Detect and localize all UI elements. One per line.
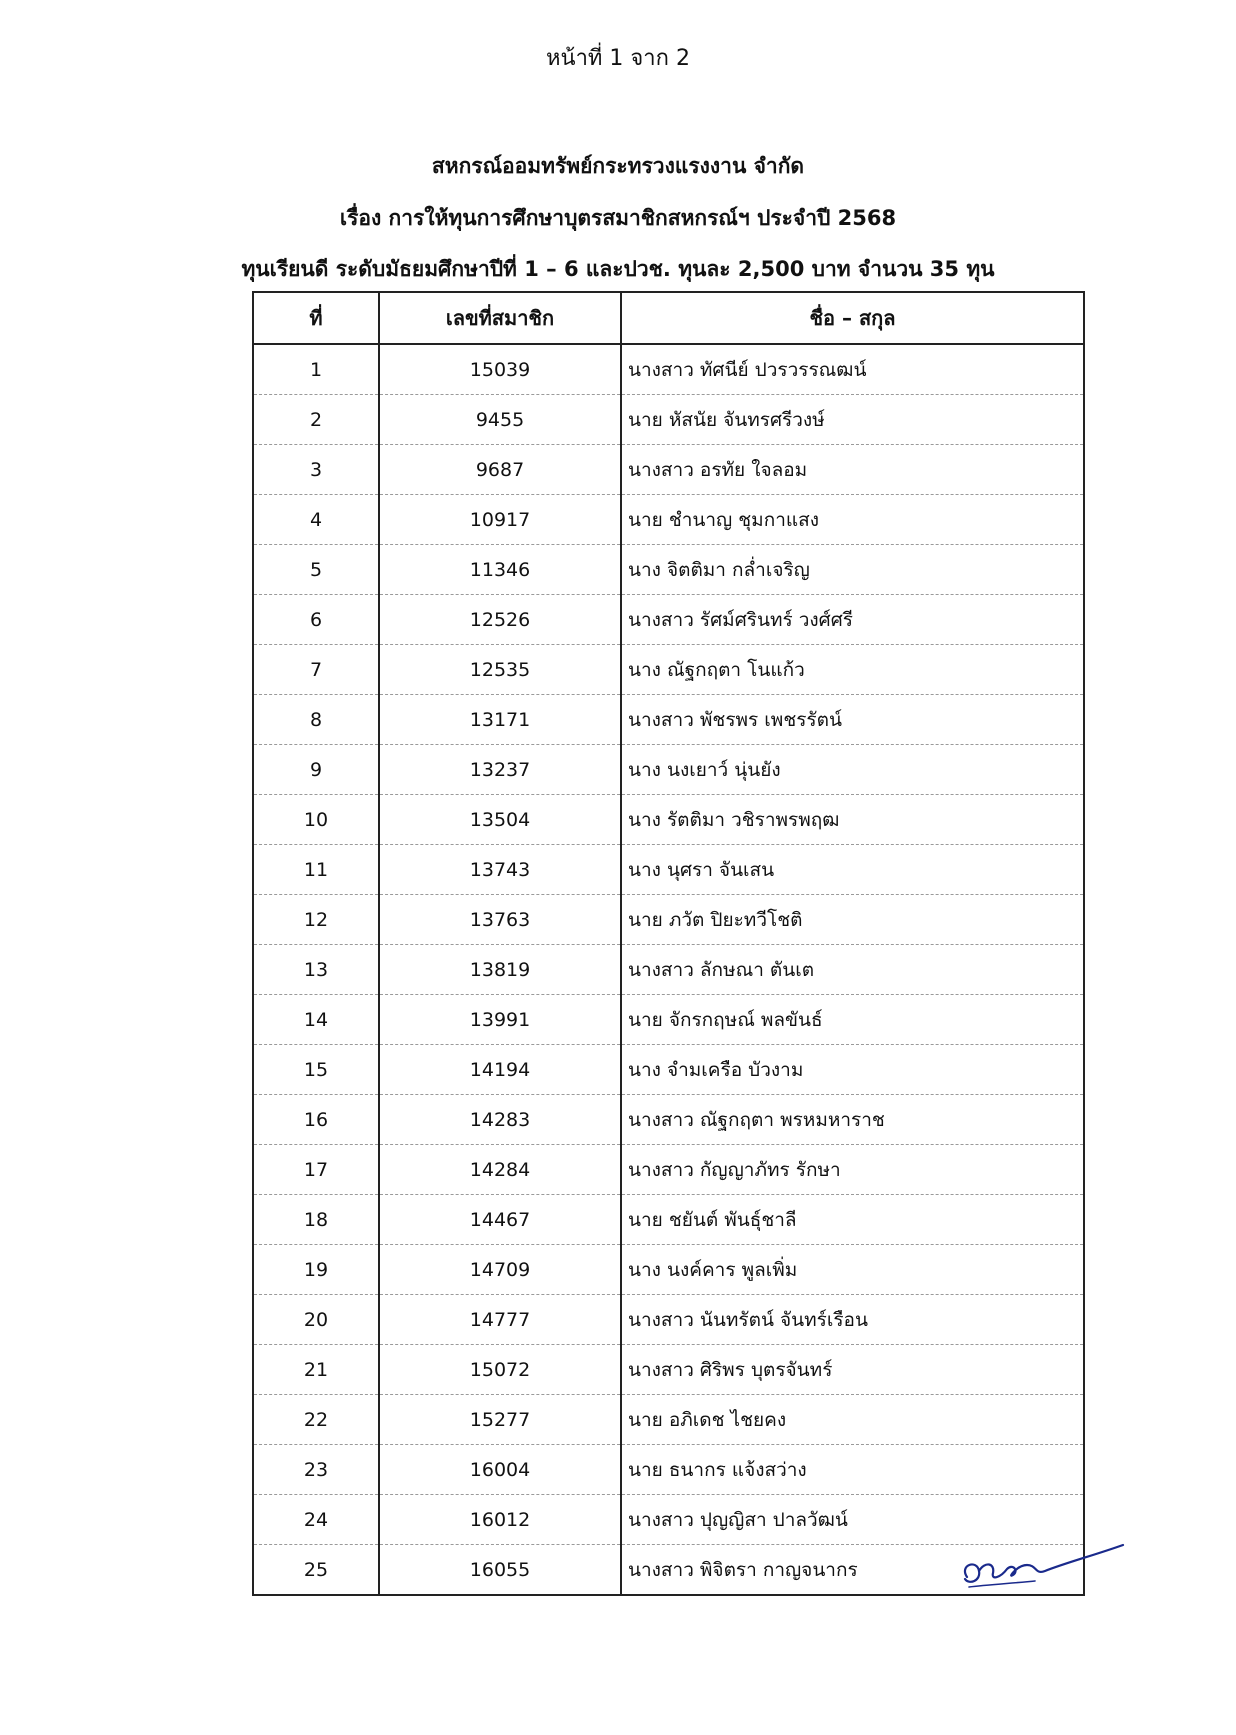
- table-row: [253, 595, 1084, 645]
- table-row: [253, 645, 1084, 695]
- row-number: 21: [253, 1345, 379, 1395]
- row-name: นาย ธนากร แจ้งสว่าง: [621, 1445, 1084, 1495]
- row-name: นางสาว อรทัย ใจลอม: [621, 445, 1084, 495]
- row-name: นางสาว นันทรัตน์ จันทร์เรือน: [621, 1295, 1084, 1345]
- page-number: หน้าที่ 1 จาก 2: [546, 46, 690, 71]
- row-name: นาย ภวัต ปิยะทวีโชติ: [621, 895, 1084, 945]
- members-table: [252, 291, 1085, 1596]
- row-member-id: 16055: [379, 1545, 621, 1596]
- row-number: 15: [253, 1045, 379, 1095]
- table-row: [253, 1245, 1084, 1295]
- row-member-id: 14194: [379, 1045, 621, 1095]
- row-name: นาย หัสนัย จันทรศรีวงษ์: [621, 395, 1084, 445]
- row-number: 8: [253, 695, 379, 745]
- row-name: นางสาว ปุญญิสา ปาลวัฒน์: [621, 1495, 1084, 1545]
- table-row: [253, 1145, 1084, 1195]
- row-number: 13: [253, 945, 379, 995]
- header-name: ชื่อ – สกุล: [621, 292, 1084, 344]
- row-number: 2: [253, 395, 379, 445]
- row-number: 6: [253, 595, 379, 645]
- row-member-id: 13763: [379, 895, 621, 945]
- row-number: 25: [253, 1545, 379, 1596]
- signature-icon: [955, 1525, 1125, 1595]
- row-number: 11: [253, 845, 379, 895]
- row-number: 18: [253, 1195, 379, 1245]
- row-member-id: 14777: [379, 1295, 621, 1345]
- row-number: 4: [253, 495, 379, 545]
- table-row: [253, 1445, 1084, 1495]
- row-name: นาย ชำนาญ ชุมกาแสง: [621, 495, 1084, 545]
- table-row: [253, 495, 1084, 545]
- row-member-id: 9687: [379, 445, 621, 495]
- table-row: [253, 344, 1084, 395]
- row-member-id: 13819: [379, 945, 621, 995]
- row-number: 10: [253, 795, 379, 845]
- table-row: [253, 945, 1084, 995]
- row-number: 7: [253, 645, 379, 695]
- row-member-id: 15072: [379, 1345, 621, 1395]
- scholarship-title: ทุนเรียนดี ระดับมัธยมศึกษาปีที่ 1 – 6 และปวช. ทุนละ 2,500 บาท จำนวน 35 ทุน: [241, 257, 995, 281]
- row-number: 20: [253, 1295, 379, 1345]
- table-header-row: [253, 292, 1084, 344]
- row-member-id: 15039: [379, 344, 621, 395]
- header-member-id: เลขที่สมาชิก: [379, 292, 621, 344]
- row-number: 3: [253, 445, 379, 495]
- row-number: 16: [253, 1095, 379, 1145]
- row-number: 24: [253, 1495, 379, 1545]
- row-member-id: 11346: [379, 545, 621, 595]
- row-number: 14: [253, 995, 379, 1045]
- row-name: นางสาว พิจิตรา กาญจนากร: [621, 1545, 1084, 1596]
- row-name: นางสาว ลักษณา ตันเต: [621, 945, 1084, 995]
- row-name: นาย ชยันต์ พันธุ์ชาลี: [621, 1195, 1084, 1245]
- row-member-id: 16004: [379, 1445, 621, 1495]
- row-member-id: 12526: [379, 595, 621, 645]
- table-row: [253, 795, 1084, 845]
- row-name: นางสาว ศิริพร บุตรจันทร์: [621, 1345, 1084, 1395]
- table-row: [253, 745, 1084, 795]
- row-member-id: 12535: [379, 645, 621, 695]
- table-row: [253, 445, 1084, 495]
- row-name: นางสาว กัญญาภัทร รักษา: [621, 1145, 1084, 1195]
- row-number: 23: [253, 1445, 379, 1495]
- row-name: นาง ณัฐกฤตา โนแก้ว: [621, 645, 1084, 695]
- row-member-id: 14284: [379, 1145, 621, 1195]
- row-name: นางสาว ทัศนีย์ ปวรวรรณฒน์: [621, 344, 1084, 395]
- subject-title: เรื่อง การให้ทุนการศึกษาบุตรสมาชิกสหกรณ์ฯ ประจำปี 2568: [339, 206, 897, 230]
- table-row: [253, 845, 1084, 895]
- table-row: [253, 545, 1084, 595]
- row-name: นาง จิตติมา กล่ำเจริญ: [621, 545, 1084, 595]
- row-number: 1: [253, 344, 379, 395]
- row-name: นาง นงค์คาร พูลเพิ่ม: [621, 1245, 1084, 1295]
- row-name: นาง จำมเครือ บัวงาม: [621, 1045, 1084, 1095]
- row-name: นาง รัตติมา วชิราพรพฤฒ: [621, 795, 1084, 845]
- table-row: [253, 695, 1084, 745]
- row-number: 22: [253, 1395, 379, 1445]
- row-member-id: 13504: [379, 795, 621, 845]
- table-row: [253, 1345, 1084, 1395]
- table-row: [253, 995, 1084, 1045]
- row-name: นาง นงเยาว์ นุ่นยัง: [621, 745, 1084, 795]
- row-member-id: 13171: [379, 695, 621, 745]
- row-member-id: 13991: [379, 995, 621, 1045]
- table-body: [253, 344, 1084, 1595]
- header-number: ที่: [253, 292, 379, 344]
- row-member-id: 15277: [379, 1395, 621, 1445]
- row-name: นางสาว พัชรพร เพชรรัตน์: [621, 695, 1084, 745]
- table-row: [253, 395, 1084, 445]
- table-row: [253, 1295, 1084, 1345]
- table-row: [253, 895, 1084, 945]
- row-number: 9: [253, 745, 379, 795]
- row-member-id: 13237: [379, 745, 621, 795]
- row-name: นาย อภิเดช ไชยคง: [621, 1395, 1084, 1445]
- row-number: 17: [253, 1145, 379, 1195]
- row-name: นาย จักรกฤษณ์ พลขันธ์: [621, 995, 1084, 1045]
- row-number: 12: [253, 895, 379, 945]
- table-row: [253, 1195, 1084, 1245]
- row-member-id: 9455: [379, 395, 621, 445]
- row-member-id: 14467: [379, 1195, 621, 1245]
- organization-title: สหกรณ์ออมทรัพย์กระทรวงแรงงาน จำกัด: [431, 154, 805, 178]
- row-member-id: 14709: [379, 1245, 621, 1295]
- row-number: 5: [253, 545, 379, 595]
- row-name: นางสาว รัศม์ศรินทร์ วงศ์ศรี: [621, 595, 1084, 645]
- row-member-id: 14283: [379, 1095, 621, 1145]
- row-member-id: 10917: [379, 495, 621, 545]
- row-member-id: 16012: [379, 1495, 621, 1545]
- table-row: [253, 1095, 1084, 1145]
- table-row: [253, 1045, 1084, 1095]
- table-row: [253, 1395, 1084, 1445]
- row-name: นางสาว ณัฐกฤตา พรหมหาราช: [621, 1095, 1084, 1145]
- row-name: นาง นุศรา จันเสน: [621, 845, 1084, 895]
- row-number: 19: [253, 1245, 379, 1295]
- row-member-id: 13743: [379, 845, 621, 895]
